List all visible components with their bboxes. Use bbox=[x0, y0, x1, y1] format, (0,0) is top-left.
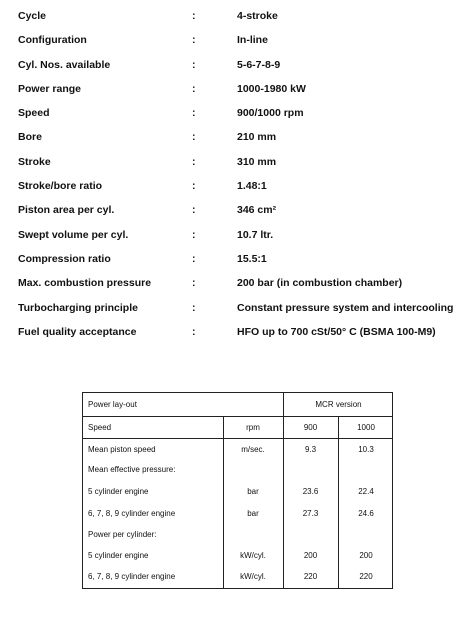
table-row bbox=[83, 567, 392, 585]
spec-row-cylinder-numbers bbox=[18, 57, 458, 81]
row-unit: kW/cyl. bbox=[240, 571, 266, 581]
row-label: Speed bbox=[88, 422, 112, 432]
spec-colon: : bbox=[192, 131, 196, 144]
spec-row-max-combustion-pressure bbox=[18, 275, 458, 299]
table-title: Power lay-out bbox=[88, 400, 137, 409]
row-unit bbox=[223, 525, 283, 543]
spec-label: Compression ratio bbox=[18, 252, 111, 265]
spec-value: In-line bbox=[237, 34, 268, 47]
spec-row-stroke-bore-ratio bbox=[18, 178, 458, 202]
table-header-row bbox=[83, 393, 392, 416]
spec-value: 4-stroke bbox=[237, 10, 278, 22]
spec-colon: : bbox=[192, 82, 196, 95]
spec-value: 5-6-7-8-9 bbox=[237, 58, 281, 71]
spec-row-swept-volume bbox=[18, 227, 458, 251]
engine-specifications bbox=[18, 8, 458, 348]
row-value-900: 200 bbox=[303, 550, 318, 560]
spec-colon: : bbox=[192, 204, 196, 217]
spec-label: Bore bbox=[18, 131, 42, 144]
row-value-900: 23.6 bbox=[302, 486, 319, 496]
spec-value: 310 mm bbox=[237, 155, 277, 168]
row-label: Mean piston speed bbox=[88, 444, 156, 454]
spec-label: Cyl. Nos. available bbox=[18, 58, 111, 71]
spec-colon: : bbox=[192, 301, 196, 314]
table-row bbox=[83, 460, 392, 478]
row-unit: kW/cyl. bbox=[240, 550, 266, 560]
mcr-version-header: MCR version bbox=[315, 400, 362, 409]
table-row bbox=[83, 482, 392, 500]
row-unit: m/sec. bbox=[241, 444, 265, 454]
spec-row-piston-area bbox=[18, 202, 458, 226]
row-value-1000: 200 bbox=[359, 550, 373, 560]
table-row bbox=[83, 546, 392, 564]
row-label: Mean effective pressure: bbox=[88, 464, 176, 474]
spec-colon: : bbox=[192, 252, 196, 265]
table-row bbox=[83, 525, 392, 543]
row-value-1000 bbox=[338, 460, 394, 478]
spec-value: 200 bar (in combustion chamber) bbox=[237, 277, 403, 290]
spec-label: Swept volume per cyl. bbox=[18, 228, 129, 241]
power-layout-table bbox=[82, 392, 393, 589]
row-value-900: 27.3 bbox=[302, 508, 319, 518]
spec-colon: : bbox=[192, 10, 196, 22]
row-unit: bar bbox=[247, 486, 259, 496]
table-divider bbox=[83, 438, 392, 439]
spec-row-turbocharging-principle bbox=[18, 300, 458, 324]
row-value-900: 900 bbox=[303, 422, 318, 432]
row-value-900: 220 bbox=[303, 571, 318, 581]
spec-row-cycle bbox=[18, 8, 458, 32]
row-value-1000: 10.3 bbox=[358, 444, 374, 454]
spec-label: Fuel quality acceptance bbox=[18, 325, 137, 338]
spec-label: Turbocharging principle bbox=[18, 301, 138, 314]
spec-label: Cycle bbox=[18, 10, 47, 22]
table-row bbox=[83, 440, 392, 458]
spec-colon: : bbox=[192, 58, 196, 71]
row-value-900 bbox=[283, 460, 338, 478]
spec-label: Stroke bbox=[18, 155, 51, 168]
row-value-1000: 220 bbox=[359, 571, 373, 581]
row-value-1000 bbox=[338, 525, 394, 543]
spec-colon: : bbox=[192, 155, 196, 168]
spec-colon: : bbox=[192, 325, 196, 338]
spec-label: Configuration bbox=[18, 34, 87, 47]
row-unit: bar bbox=[247, 508, 259, 518]
spec-row-compression-ratio bbox=[18, 251, 458, 275]
spec-label: Stroke/bore ratio bbox=[18, 180, 103, 193]
row-label: 5 cylinder engine bbox=[88, 550, 149, 560]
spec-label: Power range bbox=[18, 82, 82, 95]
spec-row-stroke bbox=[18, 154, 458, 178]
spec-row-fuel-quality bbox=[18, 324, 458, 348]
spec-label: Speed bbox=[18, 107, 50, 120]
row-label: 6, 7, 8, 9 cylinder engine bbox=[88, 508, 176, 518]
spec-row-bore bbox=[18, 129, 458, 153]
row-value-1000: 1000 bbox=[357, 422, 375, 432]
spec-row-configuration bbox=[18, 32, 458, 56]
spec-value: 1.48:1 bbox=[237, 180, 267, 193]
spec-colon: : bbox=[192, 277, 196, 290]
row-unit: rpm bbox=[246, 422, 260, 432]
spec-value: 15.5:1 bbox=[237, 252, 267, 265]
row-value-1000: 24.6 bbox=[358, 508, 374, 518]
table-row bbox=[83, 504, 392, 522]
row-label: Power per cylinder: bbox=[88, 529, 157, 539]
spec-colon: : bbox=[192, 107, 196, 120]
row-unit bbox=[223, 460, 283, 478]
spec-value: 10.7 ltr. bbox=[237, 228, 274, 241]
spec-row-power-range bbox=[18, 81, 458, 105]
spec-colon: : bbox=[192, 34, 196, 47]
spec-value: 900/1000 rpm bbox=[237, 107, 304, 120]
row-value-900: 9.3 bbox=[304, 444, 317, 454]
spec-value: HFO up to 700 cSt/50° C (BSMA 100-M9) bbox=[237, 325, 436, 338]
row-value-1000: 22.4 bbox=[358, 486, 374, 496]
spec-colon: : bbox=[192, 228, 196, 241]
row-label: 5 cylinder engine bbox=[88, 486, 149, 496]
spec-value: Constant pressure system and intercooling bbox=[237, 301, 454, 314]
spec-colon: : bbox=[192, 180, 196, 193]
spec-value: 1000-1980 kW bbox=[237, 82, 306, 95]
row-value-900 bbox=[283, 525, 338, 543]
spec-value: 346 cm² bbox=[237, 204, 277, 217]
row-label: 6, 7, 8, 9 cylinder engine bbox=[88, 571, 176, 581]
spec-value: 210 mm bbox=[237, 131, 277, 144]
spec-label: Max. combustion pressure bbox=[18, 277, 152, 290]
spec-label: Piston area per cyl. bbox=[18, 204, 115, 217]
spec-row-speed bbox=[18, 105, 458, 129]
table-speed-row bbox=[83, 416, 392, 438]
